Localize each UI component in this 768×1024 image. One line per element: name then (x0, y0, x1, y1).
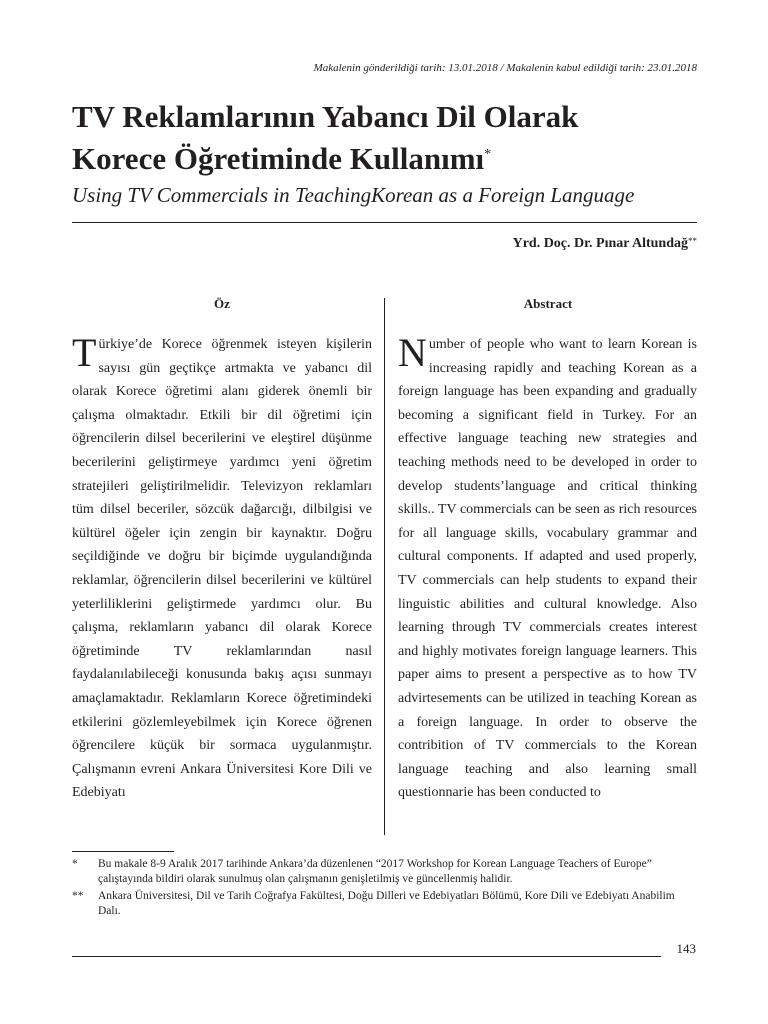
footnote-2 (72, 889, 697, 919)
footnotes (72, 857, 697, 921)
title-line-1: TV Reklamlarının Yabancı Dil Olarak (72, 99, 579, 134)
oz-text: ürkiye’de Korece öğrenmek isteyen kişilerin sayısı gün geçtikçe artmakta ve yabancı dil olarak Korece öğretimi alanı giderek önemli bir çalışma olmaktadır. Etkili bir dil öğretimi için öğrencilerin dilsel becerilerini ve eleştirel düşünme becerilerini geliştirmeye yardımcı yeni öğretim stratejileri geliştirilmelidir. Televizyon reklamları tüm dilsel beceriler, sözcük dağarcığı, dilbilgisi ve kültürel öğeler için zengin bir kaynaktır. Doğru seçildiğinde ve doğru bir biçimde uygulandığında reklamlar, öğrencilerin dilsel becerilerini ve kültürel yeterliliklerini geliştirmede yardımcı olur. Bu çalışma, reklamların yabancı dil olarak Korece öğretiminde TV reklamlarından nasıl faydalanılabileceği konusunda bakış açısı sunmayı amaçlamaktadır. Reklamların Korece öğretimindeki etkilerini gözlemleyebilmek için Korece öğrenen öğrencilere küçük bir sormaca uygulanmıştır. Çalışmanın evreni Ankara Üniversitesi Kore Dili ve Edebiyatı (72, 337, 372, 801)
footnote-mark: ** (72, 890, 84, 902)
footnote-1 (72, 857, 697, 887)
title-divider (72, 222, 697, 223)
abstract-body (398, 333, 697, 838)
author-footnote-mark: ** (688, 236, 697, 246)
footnote-text: Bu makale 8-9 Aralık 2017 tarihinde Ankara’da düzenlenen “2017 Workshop for Korean Language Teachers of Europe” çalıştayında bildiri olarak sunulmuş olan çalışmanın genişletilmiş ve güncellenmiş halidir. (98, 858, 652, 885)
footnote-mark: * (72, 858, 78, 870)
column-divider (384, 298, 385, 835)
abstract-heading: Abstract (523, 296, 573, 311)
page-number: 143 (676, 941, 696, 956)
title-line-2-text: Korece Öğretiminde Kullanımı (72, 141, 485, 176)
title-footnote-mark: * (484, 147, 492, 162)
author-line (72, 236, 697, 252)
title-line-2 (72, 138, 712, 180)
submission-dates: Makalenin gönderildiği tarih: 13.01.2018 / Makalenin kabul edildiği tarih: 23.01.2018 (313, 62, 697, 74)
oz-heading: Öz (214, 296, 230, 311)
footnote-divider (72, 851, 174, 852)
abstract-dropcap: N (398, 333, 427, 375)
article-title (72, 96, 712, 180)
oz-body (72, 333, 372, 838)
footnote-text: Ankara Üniversitesi, Dil ve Tarih Coğrafya Fakültesi, Doğu Dilleri ve Edebiyatları Bölümü, Kore Dili ve Edebiyatı Anabilim Dalı. (98, 890, 675, 917)
author-name: Yrd. Doç. Dr. Pınar Altundağ (512, 236, 688, 251)
oz-dropcap: T (72, 333, 97, 375)
abstract-text: umber of people who want to learn Korean is increasing rapidly and teaching Korean as a foreign language has been expanding and gradually becoming a significant field in Turkey. For an effective language teaching new strategies and teaching methods need to be developed in order to develop students’language and critical thinking skills.. TV commercials can be seen as rich resources for all language skills, vocabulary grammar and cultural components. If adapted and used properly, TV commercials can help students to expand their linguistic abilities and cultural knowledge. Also learning through TV commercials creates interest and highly motivates foreign language learners. This paper aims to present a perspective as to how TV advirtesements can be utilized in teaching Korean as a foreign language. In order to observe the contribition of TV commercials to the Korean language teaching and also learning small questionnarie has been conducted to (398, 337, 697, 801)
article-subtitle: Using TV Commercials in TeachingKorean as a Foreign Language (72, 183, 635, 207)
footer-divider (72, 956, 661, 957)
